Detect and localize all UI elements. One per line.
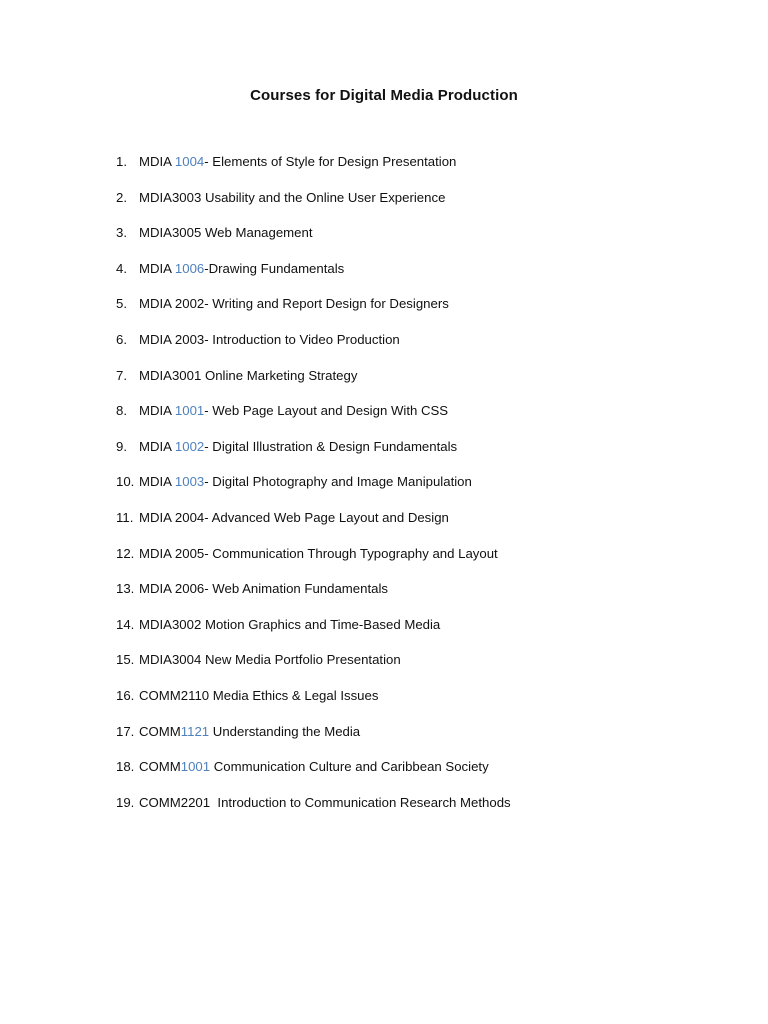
list-item: [116, 330, 511, 366]
course-prefix: MDIA 2005- Communication Through Typography and Layout: [139, 545, 498, 561]
course-prefix: MDIA: [139, 474, 175, 490]
list-item: [116, 579, 511, 615]
list-item-number: 7.: [116, 367, 127, 383]
list-item-number: 19.: [116, 794, 135, 810]
course-code: 1006: [174, 260, 205, 276]
list-item-number: 9.: [116, 438, 127, 454]
course-text: [139, 579, 388, 615]
course-code: 1001: [174, 403, 205, 419]
course-text: [139, 188, 445, 224]
list-item-number: 10.: [116, 474, 135, 490]
list-item: [116, 544, 511, 580]
course-prefix: MDIA3002 Motion Graphics and Time-Based Media: [139, 616, 441, 632]
course-text: [139, 152, 456, 188]
course-title: - Elements of Style for Design Presentation: [204, 154, 457, 169]
course-code: 1003: [174, 474, 205, 490]
list-item-number: 11.: [116, 509, 134, 525]
list-item-number: 6.: [116, 331, 127, 347]
list-item: [116, 757, 511, 793]
course-title: -Drawing Fundamentals: [204, 260, 345, 276]
course-text: [139, 472, 472, 508]
course-prefix: MDIA3003 Usability and the Online User Experience: [139, 189, 446, 205]
list-item-number: 13.: [116, 581, 135, 597]
course-text: [139, 366, 357, 402]
course-code: 1002: [174, 438, 205, 454]
course-prefix: MDIA 2002- Writing and Report Design for Designers: [139, 296, 449, 312]
list-item-number: 16.: [116, 687, 135, 703]
list-item-number: 18.: [116, 759, 135, 775]
list-item-number: 2.: [116, 189, 127, 205]
list-item: [116, 152, 511, 188]
course-prefix: MDIA 2003- Introduction to Video Production: [139, 331, 400, 347]
course-code: 1121: [180, 723, 210, 739]
course-text: [139, 294, 449, 330]
list-item-number: 17.: [116, 723, 135, 739]
list-item-number: 4.: [116, 260, 127, 276]
course-text: [139, 508, 449, 544]
course-prefix: MDIA: [139, 154, 175, 169]
page-title: Courses for Digital Media Production: [250, 87, 518, 104]
course-text: [139, 650, 401, 686]
course-text: [139, 722, 360, 758]
list-item-number: 5.: [116, 296, 127, 312]
list-item: [116, 188, 511, 224]
course-text: [139, 544, 498, 580]
course-text: [139, 615, 440, 651]
list-item: [116, 259, 511, 295]
course-prefix: MDIA 2006- Web Animation Fundamentals: [139, 581, 388, 597]
course-prefix: MDIA 2004- Advanced Web Page Layout and Design: [139, 509, 449, 525]
course-text: [139, 223, 313, 259]
list-item: [116, 366, 511, 402]
course-prefix: MDIA: [139, 438, 175, 454]
course-text: [139, 401, 448, 437]
course-list: [116, 152, 511, 828]
list-item: [116, 793, 511, 829]
course-prefix: MDIA: [139, 260, 175, 276]
course-text: [139, 259, 344, 295]
course-prefix: MDIA3004 New Media Portfolio Presentation: [139, 652, 401, 668]
list-item: [116, 472, 511, 508]
course-text: [139, 437, 457, 473]
course-title: - Web Page Layout and Design With CSS: [204, 403, 449, 419]
course-prefix: MDIA3005 Web Management: [139, 225, 313, 241]
course-title: Understanding the Media: [209, 723, 361, 739]
list-item-number: 12.: [116, 545, 135, 561]
course-title: - Digital Photography and Image Manipulation: [204, 474, 472, 490]
course-prefix: MDIA3001 Online Marketing Strategy: [139, 367, 358, 383]
course-code: 1001: [180, 759, 211, 775]
course-prefix: COMM: [139, 759, 181, 775]
course-code: 1004: [174, 154, 205, 169]
list-item-number: 14.: [116, 616, 135, 632]
list-item-number: 15.: [116, 652, 135, 668]
course-title: - Digital Illustration & Design Fundamentals: [204, 438, 458, 454]
list-item: [116, 223, 511, 259]
list-item: [116, 650, 511, 686]
list-item-number: 1.: [116, 154, 127, 169]
course-prefix: MDIA: [139, 403, 175, 419]
course-prefix: COMM: [139, 723, 181, 739]
list-item: [116, 437, 511, 473]
course-text: [139, 330, 400, 366]
list-item: [116, 508, 511, 544]
list-item-number: 3.: [116, 225, 127, 241]
course-text: [139, 757, 489, 793]
list-item: [116, 401, 511, 437]
list-item: [116, 686, 511, 722]
list-item: [116, 294, 511, 330]
list-item: [116, 722, 511, 758]
course-prefix: COMM2110 Media Ethics & Legal Issues: [139, 687, 379, 703]
course-text: [139, 793, 511, 829]
list-item: [116, 615, 511, 651]
course-text: [139, 686, 378, 722]
course-prefix: COMM2201 Introduction to Communication Research Methods: [139, 794, 511, 810]
list-item-number: 8.: [116, 403, 127, 419]
course-title: Communication Culture and Caribbean Society: [210, 759, 489, 775]
